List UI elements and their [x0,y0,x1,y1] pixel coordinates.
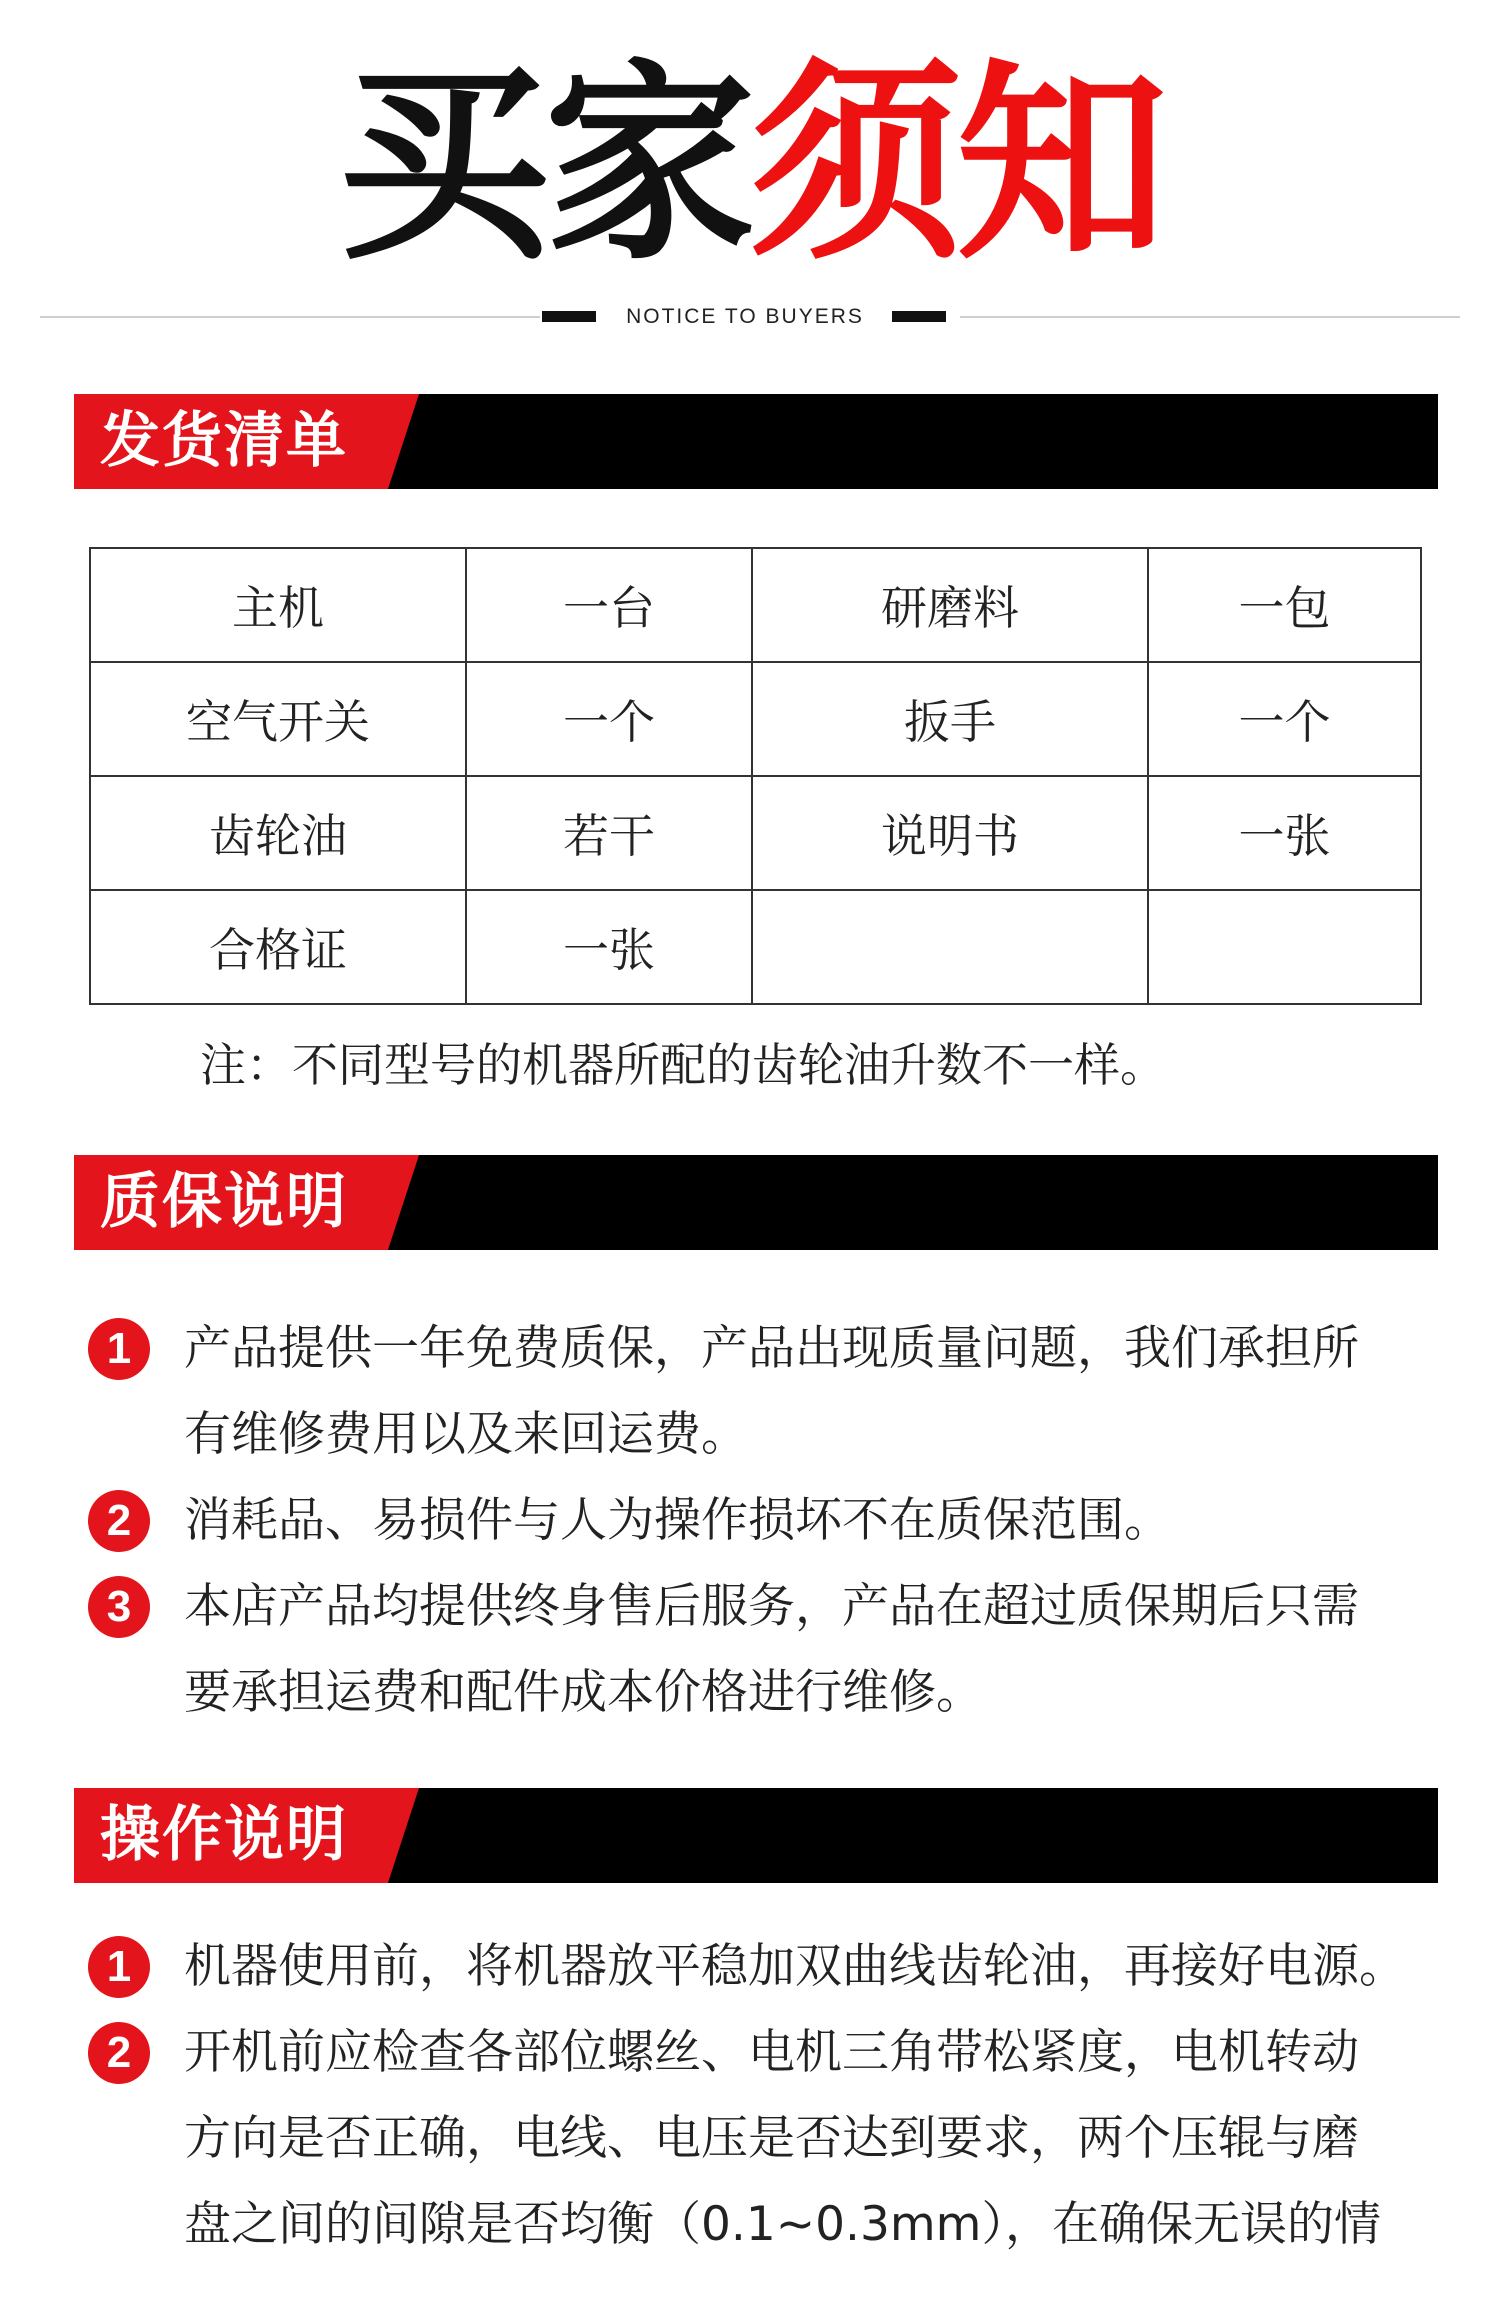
divider-line-left [40,316,540,318]
table-row [90,890,1421,1004]
list-item [84,1924,1464,2010]
item-text-line: 要承担运费和配件成本价格进行维修。 [184,1665,983,1720]
table-cell [752,890,1148,1004]
table-cell: 扳手 [752,662,1148,776]
title-black-part: 买家 [338,41,750,288]
item-text-line: 盘之间的间隙是否均衡（0.1~0.3mm），在确保无误的情 [184,2197,1381,2252]
number-badge: 3 [88,1576,150,1638]
section-title: 操作说明 [100,1800,348,1870]
title-red-part: 须知 [750,41,1162,288]
table-cell: 一个 [466,662,752,776]
number-badge: 2 [88,2022,150,2084]
table-cell: 一台 [466,548,752,662]
item-text-line: 产品提供一年免费质保，产品出现质量问题，我们承担所 [184,1321,1359,1376]
item-text-line: 开机前应检查各部位螺丝、电机三角带松紧度，电机转动 [184,2025,1359,2080]
table-cell: 齿轮油 [90,776,466,890]
list-item [84,2010,1464,2268]
table-cell: 一张 [466,890,752,1004]
table-row [90,548,1421,662]
table-cell: 若干 [466,776,752,890]
item-text-line: 方向是否正确，电线、电压是否达到要求，两个压辊与磨 [184,2111,1359,2166]
table-cell: 一包 [1148,548,1421,662]
section-title: 质保说明 [100,1167,348,1237]
number-badge: 1 [88,1318,150,1380]
table-cell: 合格证 [90,890,466,1004]
table-cell [1148,890,1421,1004]
divider-dash-right [892,311,946,322]
shipping-section-header [74,394,1438,489]
list-item [84,1306,1464,1478]
divider-dash-left [542,311,596,322]
table-cell: 说明书 [752,776,1148,890]
number-badge: 1 [88,1936,150,1998]
number-badge: 2 [88,1490,150,1552]
subtitle: NOTICE TO BUYERS [626,305,864,328]
list-item [84,1564,1464,1736]
section-title: 发货清单 [100,406,348,476]
subtitle-row [40,302,1460,332]
item-text-line: 本店产品均提供终身售后服务，产品在超过质保期后只需 [184,1579,1359,1634]
item-text-line: 机器使用前，将机器放平稳加双曲线齿轮油，再接好电源。 [184,1939,1406,1994]
divider-line-right [960,316,1460,318]
item-text-line: 有维修费用以及来回运费。 [184,1407,748,1462]
operation-section-header [74,1788,1438,1883]
list-item [84,1478,1464,1564]
table-cell: 一个 [1148,662,1421,776]
shipping-note: 注：不同型号的机器所配的齿轮油升数不一样。 [200,1038,1166,1092]
warranty-list [84,1306,1464,1736]
warranty-section-header [74,1155,1438,1250]
table-cell: 一张 [1148,776,1421,890]
shipping-table [89,547,1422,1005]
table-cell: 空气开关 [90,662,466,776]
operation-list [84,1924,1464,2268]
item-text-line: 消耗品、易损件与人为操作损坏不在质保范围。 [184,1493,1171,1548]
table-row [90,662,1421,776]
table-cell: 研磨料 [752,548,1148,662]
table-row [90,776,1421,890]
page-title [0,40,1500,290]
table-cell: 主机 [90,548,466,662]
